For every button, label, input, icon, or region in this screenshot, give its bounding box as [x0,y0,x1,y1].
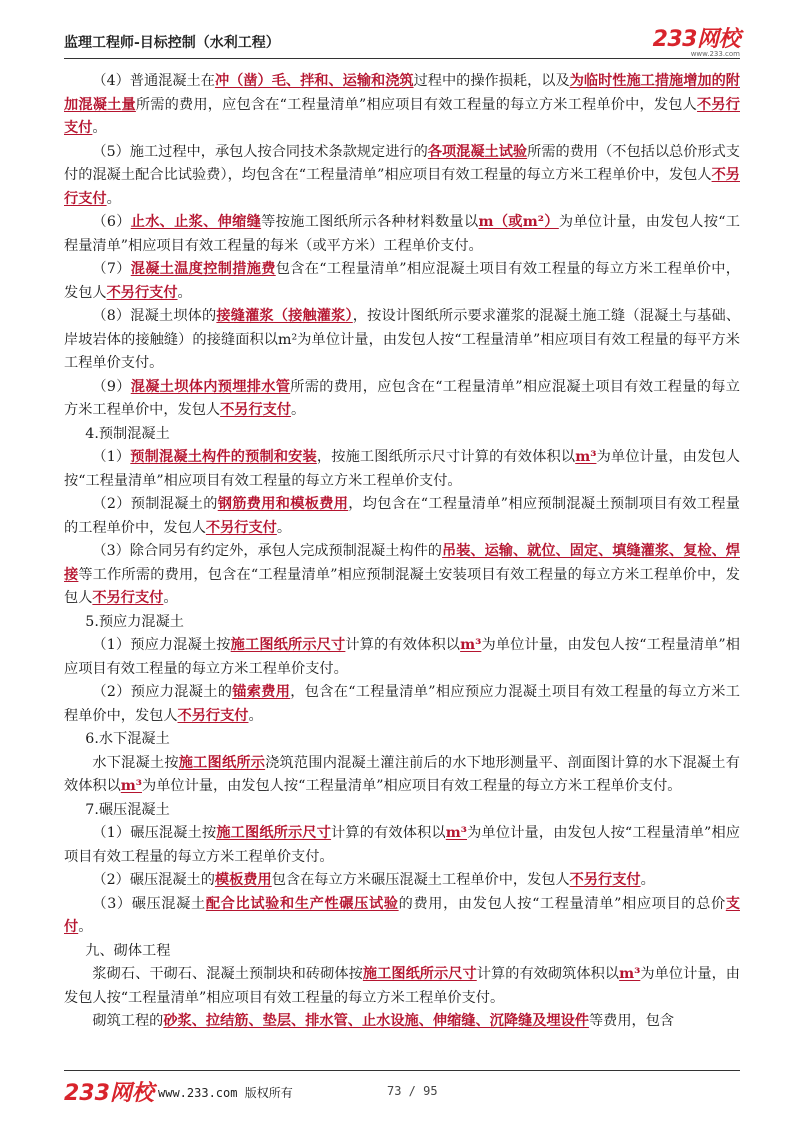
paragraph [64,376,740,423]
paragraph [64,893,740,940]
highlighted-text: 各项混凝土试验 [427,143,528,160]
highlighted-text: 不另行支付 [220,402,292,418]
text-run: （4）普通混凝土在 [92,73,215,89]
highlighted-text: 施工图纸所示尺寸 [230,637,346,653]
text-run: （1）碾压混凝土按 [92,825,217,841]
text-run: （6） [92,214,131,230]
paragraph [64,305,740,376]
text-run: （9） [92,378,131,395]
text-run: 九、砌体工程 [85,942,171,959]
highlighted-text: 不另行支付 [106,284,178,301]
text-run: 所需的费用，应包含在“工程量清单”相应混凝土项目有效工程量的每立方米工程单价中，发包人 [64,378,740,418]
paragraph [64,493,740,540]
highlighted-text: 冲（凿）毛、拌和、运输和浇筑 [214,73,414,89]
text-run: 浇筑范围内混凝土灌注前后的水下地形测量平、剖面图计算的水下混凝土有效体积以 [64,754,740,794]
text-run: 为单位计量，由发包人按“工程量清单”相应项目有效工程量的每立方米工程单价支付。 [142,778,682,794]
logo-text: 233网校 [652,27,740,52]
text-run: ，包含在“工程量清单”相应预应力混凝土项目有效工程量的每立方米工程单价中，发包人 [64,684,740,724]
text-run: 。 [177,284,192,301]
text-run: （1）预应力混凝土按 [92,637,231,653]
logo-url: www.233.com [690,50,740,58]
paragraph [64,822,740,869]
text-run: 包含在每立方米碾压混凝土工程单价中，发包人 [271,872,570,888]
text-run: 。 [640,872,655,888]
section-heading [64,611,740,635]
text-run: （1） [92,449,131,465]
highlighted-text: 施工图纸所示尺寸 [362,966,477,982]
text-run: 。 [163,590,178,606]
highlighted-text: 不另行支付 [64,167,740,207]
text-run: （2）预制混凝土的 [92,496,218,512]
highlighted-text: 施工图纸所示 [178,754,266,771]
paragraph [64,681,740,728]
highlighted-text: 混凝土坝体内预埋排水管 [130,378,291,395]
text-run: 浆砌石、干砌石、混凝土预制块和砖砌体按 [92,966,363,982]
text-run: （7） [92,261,131,277]
text-run: 所需的费用（不包括以总价形式支付的混凝土配合比试验费），均包含在“工程量清单”相应项目有效工程量的每立方米工程单价中，发包人 [64,143,740,183]
highlighted-text: 模板费用 [214,872,272,888]
text-run: （2）碾压混凝土的 [92,872,215,888]
paragraph [64,446,740,493]
text-run: 计算的有效体积以 [345,637,461,653]
highlighted-text: 为临时性施工措施增加的附加混凝土量 [64,73,740,113]
text-run: ，按施工图纸所示尺寸计算的有效体积以 [316,449,576,465]
text-run: 为单位计量，由发包人按“工程量清单”相应项目有效工程量的每立方米工程单价支付。 [64,825,740,865]
text-run: （3）除合同另有约定外，承包人完成预制混凝土构件的 [92,543,442,559]
highlighted-text: 钢筋费用和模板费用 [217,496,349,512]
text-run: 。 [106,190,121,207]
text-run: 等费用，包含 [588,1013,675,1029]
section-heading [64,940,740,964]
text-run: ，按设计图纸所示要求灌浆的混凝土施工缝（混凝土与基础、岸坡岩体的接触缝）的接缝面积以m²为单位计量，由发包人按“工程量清单”相应项目有效工程量的每平方米工程单价支付。 [64,308,741,371]
highlighted-text: 锚索费用 [232,684,291,700]
text-run: 等按施工图纸所示各种材料数量以 [261,214,479,230]
highlighted-text: m³ [619,966,641,982]
document-body [64,70,740,1034]
highlighted-text: 吊装、运输、就位、固定、填缝灌浆、复检、焊接 [64,543,740,583]
highlighted-text: 砂浆、拉结筋、垫层、排水管、止水设施、伸缩缝、沉降缝及埋设件 [163,1013,589,1029]
paragraph [64,258,740,305]
text-run: 过程中的操作损耗，以及 [413,73,570,89]
text-run: （8）混凝土坝体的 [92,308,217,324]
page-header [64,22,740,56]
paragraph [64,1010,740,1034]
text-run: 水下混凝土按 [92,754,179,771]
highlighted-text: m³ [575,449,597,465]
paragraph [64,963,740,1010]
section-heading [64,728,740,752]
text-run: 。 [248,707,263,724]
highlighted-text: m³ [120,778,142,794]
paragraph [64,70,740,141]
text-run: 为单位计量，由发包人按“工程量清单”相应项目有效工程量的每立方米工程单价支付。 [64,637,740,677]
text-run: （2）预应力混凝土的 [92,684,233,700]
highlighted-text: 施工图纸所示尺寸 [216,825,332,841]
text-run: （5）施工过程中，承包人按合同技术条款规定进行的 [92,143,428,160]
text-run: 所需的费用，应包含在“工程量清单”相应项目有效工程量的每立方米工程单价中，发包人 [135,96,698,113]
highlighted-text: 不另行支付 [177,707,249,724]
header-divider [64,58,740,59]
text-run: 为单位计量，由发包人按“工程量清单”相应项目有效工程量的每米（或平方米）工程单价支付。 [64,214,740,254]
highlighted-text: m³ [445,825,468,841]
paragraph [64,141,740,212]
text-run: ，均包含在“工程量清单”相应预制混凝土预制项目有效工程量的工程单价中，发包人 [64,496,740,536]
text-run: 5.预应力混凝土 [85,613,184,630]
paragraph [64,540,740,611]
text-run: 。 [78,919,93,935]
section-heading [64,799,740,823]
text-run: 的费用，由发包人按“工程量清单”相应项目的总价 [398,895,726,912]
highlighted-text: 支付 [64,895,740,935]
brand-logo[interactable] [630,22,740,56]
text-run: 等工作所需的费用，包含在“工程量清单”相应预制混凝土安装项目有效工程量的每立方米工程单价中，发包人 [64,566,740,606]
text-run: 6.水下混凝土 [85,731,170,747]
highlighted-text: 配合比试验和生产性碾压试验 [205,895,399,912]
highlighted-text: 不另行支付 [64,96,740,136]
text-run: 。 [291,402,306,418]
highlighted-text: 混凝土温度控制措施费 [130,261,276,277]
highlighted-text: m³ [460,637,482,653]
paragraph [64,634,740,681]
page-number: 73 / 95 [387,1084,438,1098]
footer-divider [64,1070,740,1071]
highlighted-text: 接缝灌浆（接触灌浆） [216,308,353,324]
text-run: 。 [92,120,107,136]
text-run: 。 [276,519,292,536]
text-run: 为单位计量，由发包人按“工程量清单”相应项目有效工程量的每立方米工程单价支付。 [64,449,740,489]
text-run: （3）碾压混凝土 [92,895,206,912]
highlighted-text: 预制混凝土构件的预制和安装 [130,449,317,465]
paragraph [64,752,740,799]
paragraph [64,869,740,893]
text-run: 砌筑工程的 [92,1013,164,1029]
text-run: 4.预制混凝土 [85,425,170,442]
page-footer [64,1076,740,1106]
highlighted-text: m（或m²） [478,214,559,230]
text-run: 为单位计量，由发包人按“工程量清单”相应项目有效工程量的每立方米工程单价支付。 [64,966,740,1006]
text-run: 计算的有效砌筑体积以 [476,966,620,982]
paragraph [64,211,740,258]
highlighted-text: 止水、止浆、伸缩缝 [130,214,262,230]
highlighted-text: 不另行支付 [205,519,277,536]
text-run: 计算的有效体积以 [331,825,446,841]
text-run: 包含在“工程量清单”相应混凝土项目有效工程量的每立方米工程单价中，发包人 [64,261,740,301]
section-heading [64,423,740,447]
footer-logo[interactable]: 233网校 [64,1081,154,1106]
highlighted-text: 不另行支付 [569,872,641,888]
text-run: 7.碾压混凝土 [85,801,170,818]
document-title: 监理工程师-目标控制（水利工程） [64,35,280,51]
highlighted-text: 不另行支付 [92,590,164,606]
footer-copyright: www.233.com 版权所有 [158,1086,293,1100]
